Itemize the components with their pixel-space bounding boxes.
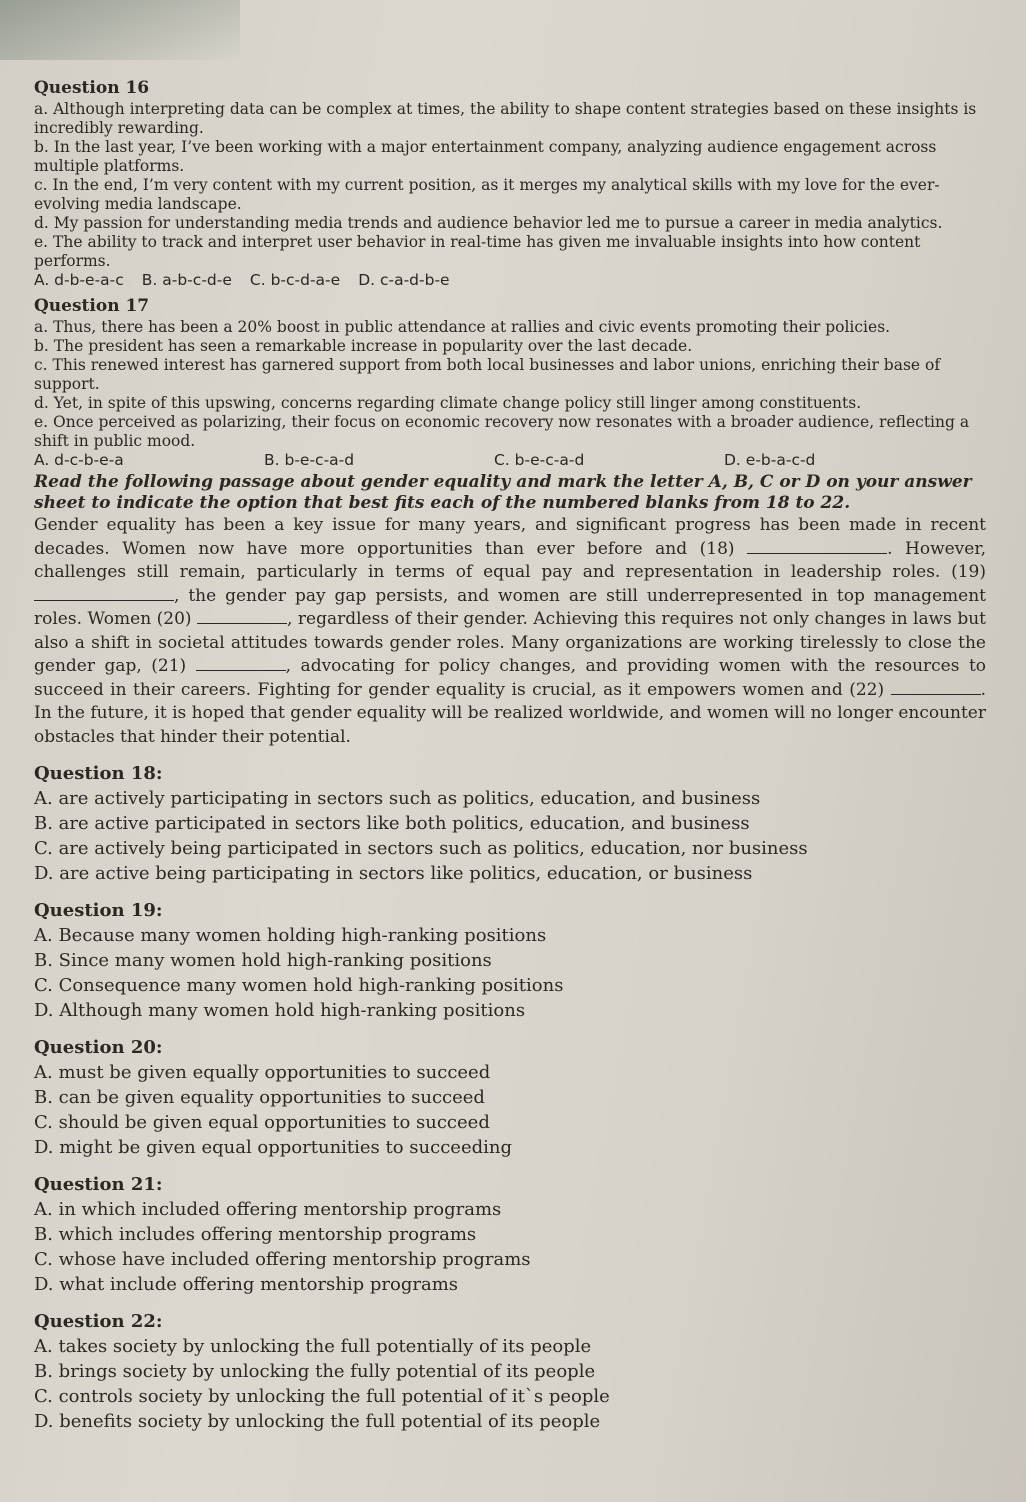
q20-option-a[interactable]: A. must be given equally opportunities to succeed: [34, 1062, 491, 1083]
q17-sentence-b: b. The president has seen a remarkable increase in popularity over the last decade.: [34, 337, 693, 355]
q20-option-c[interactable]: C. should be given equal opportunities to succeed: [34, 1112, 490, 1133]
blank-21[interactable]: [196, 656, 286, 671]
q18-option-c[interactable]: C. are actively being participated in sectors such as politics, education, nor business: [34, 838, 808, 859]
q17-sentence-e: e. Once perceived as polarizing, their focus on economic recovery now resonates with a broader audience, reflecting a shift in public mood.: [34, 413, 970, 450]
passage-instruction: Read the following passage about gender equality and mark the letter A, B, C or D on your answer sheet to indicate the option that best fits each of the numbered blanks from 18 to 22.: [34, 472, 972, 513]
q16-option-b[interactable]: B. a-b-c-d-e: [141, 271, 232, 289]
q17-options: [34, 451, 986, 470]
q17-option-b[interactable]: B. b-e-c-a-d: [264, 451, 355, 469]
question-22: [34, 1311, 986, 1434]
question-17-title: Question 17: [34, 296, 150, 316]
q17-sentence-c: c. This renewed interest has garnered support from both local businesses and labor unions, enriching their base of support.: [34, 356, 941, 393]
q16-sentence-c: c. In the end, I’m very content with my current position, as it merges my analytical skills with my love for the ever-evolving media landscape.: [34, 176, 940, 213]
passage-part-1: Gender equality has been a key issue for many years, and significant progress has been made in recent decades. Women now have more opportunities than ever before and (18): [34, 515, 986, 559]
q20-option-b[interactable]: B. can be given equality opportunities to succeed: [34, 1087, 485, 1108]
question-18-title: Question 18:: [34, 763, 163, 784]
q17-sentence-a: a. Thus, there has been a 20% boost in public attendance at rallies and civic events promoting their policies.: [34, 318, 891, 336]
passage: [34, 514, 986, 749]
question-20: [34, 1037, 986, 1160]
q20-option-d[interactable]: D. might be given equal opportunities to succeeding: [34, 1137, 513, 1158]
q19-option-d[interactable]: D. Although many women hold high-ranking positions: [34, 1000, 526, 1021]
blank-22[interactable]: [891, 680, 981, 695]
q18-option-b[interactable]: B. are active participated in sectors like both politics, education, and business: [34, 813, 750, 834]
question-19-title: Question 19:: [34, 900, 163, 921]
passage-part-3: , the gender pay gap persists, and women are still underrepresented in top management roles. Women (20): [34, 585, 986, 629]
q16-sentence-a: a. Although interpreting data can be complex at times, the ability to shape content strategies based on these insights is incredibly rewarding.: [34, 100, 977, 137]
question-20-title: Question 20:: [34, 1037, 163, 1058]
q16-options: [34, 271, 986, 290]
q17-option-c[interactable]: C. b-e-c-a-d: [494, 451, 585, 469]
q22-option-b[interactable]: B. brings society by unlocking the fully potential of its people: [34, 1361, 596, 1382]
q21-option-d[interactable]: D. what include offering mentorship programs: [34, 1274, 459, 1295]
q19-option-c[interactable]: C. Consequence many women hold high-ranking positions: [34, 975, 564, 996]
q18-option-a[interactable]: A. are actively participating in sectors such as politics, education, and business: [34, 788, 761, 809]
blank-19[interactable]: [34, 586, 174, 601]
q22-option-a[interactable]: A. takes society by unlocking the full potentially of its people: [34, 1336, 592, 1357]
q22-option-d[interactable]: D. benefits society by unlocking the full potential of its people: [34, 1411, 601, 1432]
q16-option-d[interactable]: D. c-a-d-b-e: [358, 271, 450, 289]
passage-part-6: . In the future, it is hoped that gender equality will be realized worldwide, and women will no longer encounter obstacles that hinder their potential.: [34, 679, 986, 747]
question-16-title: Question 16: [34, 78, 150, 98]
question-21-title: Question 21:: [34, 1174, 163, 1195]
q21-option-a[interactable]: A. in which included offering mentorship programs: [34, 1199, 502, 1220]
passage-part-5: , advocating for policy changes, and providing women with the resources to succeed in their careers. Fighting for gender equality is crucial, as it empowers women and (22): [34, 656, 987, 700]
question-16: [34, 78, 986, 290]
question-19: [34, 900, 986, 1023]
q16-option-c[interactable]: C. b-c-d-a-e: [249, 271, 341, 289]
passage-part-2: . However, challenges still remain, particularly in terms of equal pay and representation in leadership roles. (19): [34, 538, 987, 582]
q17-sentence-d: d. Yet, in spite of this upswing, concerns regarding climate change policy still linger among constituents.: [34, 394, 862, 412]
q16-sentence-b: b. In the last year, I’ve been working with a major entertainment company, analyzing audience engagement across multiple platforms.: [34, 138, 937, 175]
blank-20[interactable]: [197, 609, 287, 624]
q19-option-a[interactable]: A. Because many women holding high-ranking positions: [34, 925, 547, 946]
q21-option-c[interactable]: C. whose have included offering mentorship programs: [34, 1249, 531, 1270]
blank-18[interactable]: [747, 539, 887, 554]
question-22-title: Question 22:: [34, 1311, 163, 1332]
q22-option-c[interactable]: C. controls society by unlocking the full potential of it`s people: [34, 1386, 610, 1407]
q16-sentence-d: d. My passion for understanding media trends and audience behavior led me to pursue a career in media analytics.: [34, 214, 943, 232]
shadow-corner: [0, 0, 240, 60]
question-18: [34, 763, 986, 886]
q19-option-b[interactable]: B. Since many women hold high-ranking positions: [34, 950, 492, 971]
q17-option-d[interactable]: D. e-b-a-c-d: [724, 451, 816, 469]
passage-part-4: , regardless of their gender. Achieving this requires not only changes in laws but also a shift in societal attitudes towards gender roles. Many organizations are working tirelessly to close the gender gap, (21): [34, 609, 987, 676]
q17-option-a[interactable]: A. d-c-b-e-a: [34, 451, 124, 469]
q16-sentence-e: e. The ability to track and interpret user behavior in real-time has given me invaluable insights into how content performs.: [34, 233, 921, 270]
q21-option-b[interactable]: B. which includes offering mentorship programs: [34, 1224, 477, 1245]
q16-option-a[interactable]: A. d-b-e-a-c: [34, 271, 124, 289]
q18-option-d[interactable]: D. are active being participating in sectors like politics, education, or business: [34, 863, 753, 884]
question-21: [34, 1174, 986, 1297]
question-17: [34, 296, 986, 470]
